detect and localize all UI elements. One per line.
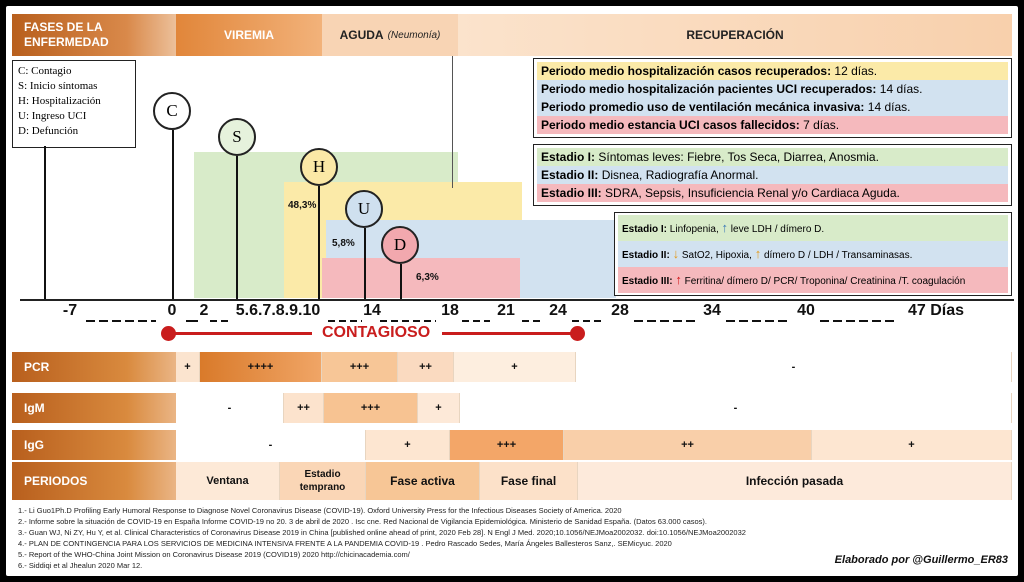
reference-line: 1.- Li Guo1Ph.D Profiling Early Humoral Response to Diagnose Novel Coronavirus Disease (COVID-19). Oxford University Press for the Infectious Diseases Society of America. 2020: [18, 506, 622, 515]
recuperacion-label: RECUPERACIÓN: [686, 28, 784, 42]
stage-line: Estadio I: Síntomas leves: Fiebre, Tos Seca, Diarrea, Anosmia.: [537, 148, 1008, 166]
pcr-cell: +: [176, 352, 200, 382]
pcr-cell: +++: [322, 352, 398, 382]
period-line: Periodo medio hospitalización pacientes UCI recuperados: 14 días.: [537, 80, 1008, 98]
stage-line: Estadio II: Disnea, Radiografía Anormal.: [537, 166, 1008, 184]
period-line: Periodo medio estancia UCI casos fallecidos: 7 días.: [537, 116, 1008, 134]
igg-row-header: IgG: [12, 430, 176, 460]
period-cell: Ventana: [176, 462, 280, 500]
legend-item: S: Inicio síntomas: [18, 80, 98, 92]
hospitalization-percent: 48,3%: [288, 200, 317, 211]
viremia-header: [176, 14, 322, 56]
axis-tick-label: 18: [441, 302, 459, 319]
contagious-line-right: [442, 332, 574, 335]
contagious-end-dot: [570, 326, 585, 341]
infographic-frame: [6, 6, 1018, 576]
viremia-label: VIREMIA: [223, 28, 274, 42]
legend-item: U: Ingreso UCI: [18, 110, 87, 122]
contagious-line-left: [174, 332, 312, 335]
period-cell: Fase final: [480, 462, 578, 500]
recuperacion-header: [458, 14, 1012, 56]
period-cell: Fase activa: [366, 462, 480, 500]
igg-cell: ++: [564, 430, 812, 460]
lab-findings-box: [614, 212, 1012, 296]
death-percent: 6,3%: [416, 272, 439, 283]
igg-cell: +: [812, 430, 1012, 460]
axis-tick-label: 47 Días: [907, 302, 965, 319]
reference-line: 3.- Guan WJ, Ni ZY, Hu Y, et al. Clinical Characteristics of Coronavirus Disease 2019 in China [published online ahead of print, 2020 Feb 28]. N Engl J Med. 2020;10.1056/NEJMoa2002032. doi:10.1056/NEJMoa2002032: [18, 528, 746, 537]
axis-tick-label: 28: [611, 302, 629, 319]
icu-percent: 5,8%: [332, 238, 355, 249]
icu-marker: U: [345, 190, 383, 228]
symptoms-marker: S: [218, 118, 256, 156]
axis-tick-label: 40: [797, 302, 815, 319]
igm-cell: +++: [324, 393, 418, 423]
phases-title-cell: [12, 14, 176, 56]
reference-line: 2.- Informe sobre la situación de COVID-19 en España Informe COVID-19 no 20. 3 de abril de 2020 . Isc cne. Red Nacional de Vigilancia Epidemiológica. Ministerio de Sanidad España. (Datos 63.000 casos).: [18, 517, 707, 526]
phases-title: FASES DE LA ENFERMEDAD: [24, 20, 109, 49]
pcr-cell: ++++: [200, 352, 322, 382]
lab-line: Estadio II: ↓ SatO2, Hipoxia, ↑ dímero D / LDH / Transaminasas.: [618, 241, 1008, 267]
vline-phase-sep-1: [452, 56, 453, 188]
reference-line: 4.- PLAN DE CONTINGENCIA PARA LOS SERVICIOS DE MEDICINA INTENSIVA FRENTE A LA PANDEMIA COVID-19 . Pedro Rascado Sedes, María Ángeles Ballesteros Sanz,. SEMicyuc. 2020: [18, 539, 672, 548]
axis-tick-label: -7: [62, 302, 78, 319]
up-arrow-icon: ↑: [721, 220, 729, 235]
igm-cell: -: [460, 393, 1012, 423]
legend-item: C: Contagio: [18, 65, 72, 77]
igm-cell: ++: [284, 393, 324, 423]
axis-tick-label: 24: [549, 302, 567, 319]
contagious-label: CONTAGIOSO: [322, 324, 431, 341]
aguda-sub-label: (Neumonía): [387, 29, 441, 41]
marker-legend: [12, 60, 136, 148]
vline-icu: [364, 228, 366, 300]
up-arrow-icon: ↑: [675, 272, 682, 287]
igm-row-header: IgM: [12, 393, 176, 423]
author-credit: Elaborado por @Guillermo_ER83: [834, 554, 1008, 566]
vline-death: [400, 264, 402, 300]
reference-line: 6.- Siddiqi et al Jhealun 2020 Mar 12.: [18, 561, 143, 570]
pcr-cell: +: [454, 352, 576, 382]
periods-box: [533, 58, 1012, 138]
contagion-marker: C: [153, 92, 191, 130]
aguda-header: [322, 14, 458, 56]
pcr-cell: -: [576, 352, 1012, 382]
period-cell: Infección pasada: [578, 462, 1012, 500]
legend-item: H: Hospitalización: [18, 95, 101, 107]
axis-tick-label: 21: [497, 302, 515, 319]
reference-line[interactable]: 5.- Report of the WHO-China Joint Mission on Coronavirus Disease 2019 (COVID19) 2020 http://chicinacademia.com/: [18, 550, 410, 559]
vline-contagion: [172, 130, 174, 300]
period-line: Periodo medio hospitalización casos recuperados: 12 días.: [537, 62, 1008, 80]
igg-cell: +++: [450, 430, 564, 460]
igg-cell: +: [366, 430, 450, 460]
stages-box: [533, 144, 1012, 206]
timeline-axis: [20, 299, 1014, 301]
lab-line: Estadio I: Linfopenia, ↑ leve LDH / dímero D.: [618, 215, 1008, 241]
pcr-cell: ++: [398, 352, 454, 382]
period-line: Periodo promedio uso de ventilación mecánica invasiva: 14 días.: [537, 98, 1008, 116]
periods-row-header: PERIODOS: [12, 462, 176, 500]
vline-symptoms: [236, 156, 238, 300]
axis-tick-label: 34: [703, 302, 721, 319]
igm-cell: +: [418, 393, 460, 423]
axis-tick-label: 0: [167, 302, 177, 319]
axis-tick-label: 5.6.7.8.9.10: [235, 302, 321, 319]
axis-tick-label: 14: [363, 302, 381, 319]
up-arrow-icon: ↑: [754, 246, 762, 261]
lab-line: Estadio III: ↑ Ferritina/ dímero D/ PCR/ Troponina/ Creatinina /T. coagulación: [618, 267, 1008, 293]
legend-item: D: Defunción: [18, 125, 79, 137]
period-cell: Estadio temprano: [280, 462, 366, 500]
vline-day-minus7: [44, 146, 46, 300]
igg-cell: -: [176, 430, 366, 460]
death-marker: D: [381, 226, 419, 264]
down-arrow-icon: ↓: [672, 246, 680, 261]
hospital-marker: H: [300, 148, 338, 186]
pcr-row-header: PCR: [12, 352, 176, 382]
stage-line: Estadio III: SDRA, Sepsis, Insuficiencia Renal y/o Cardiaca Aguda.: [537, 184, 1008, 202]
aguda-label: AGUDA: [339, 28, 384, 42]
vline-hospital: [318, 186, 320, 300]
igm-cell: -: [176, 393, 284, 423]
axis-tick-label: 2: [199, 302, 209, 319]
